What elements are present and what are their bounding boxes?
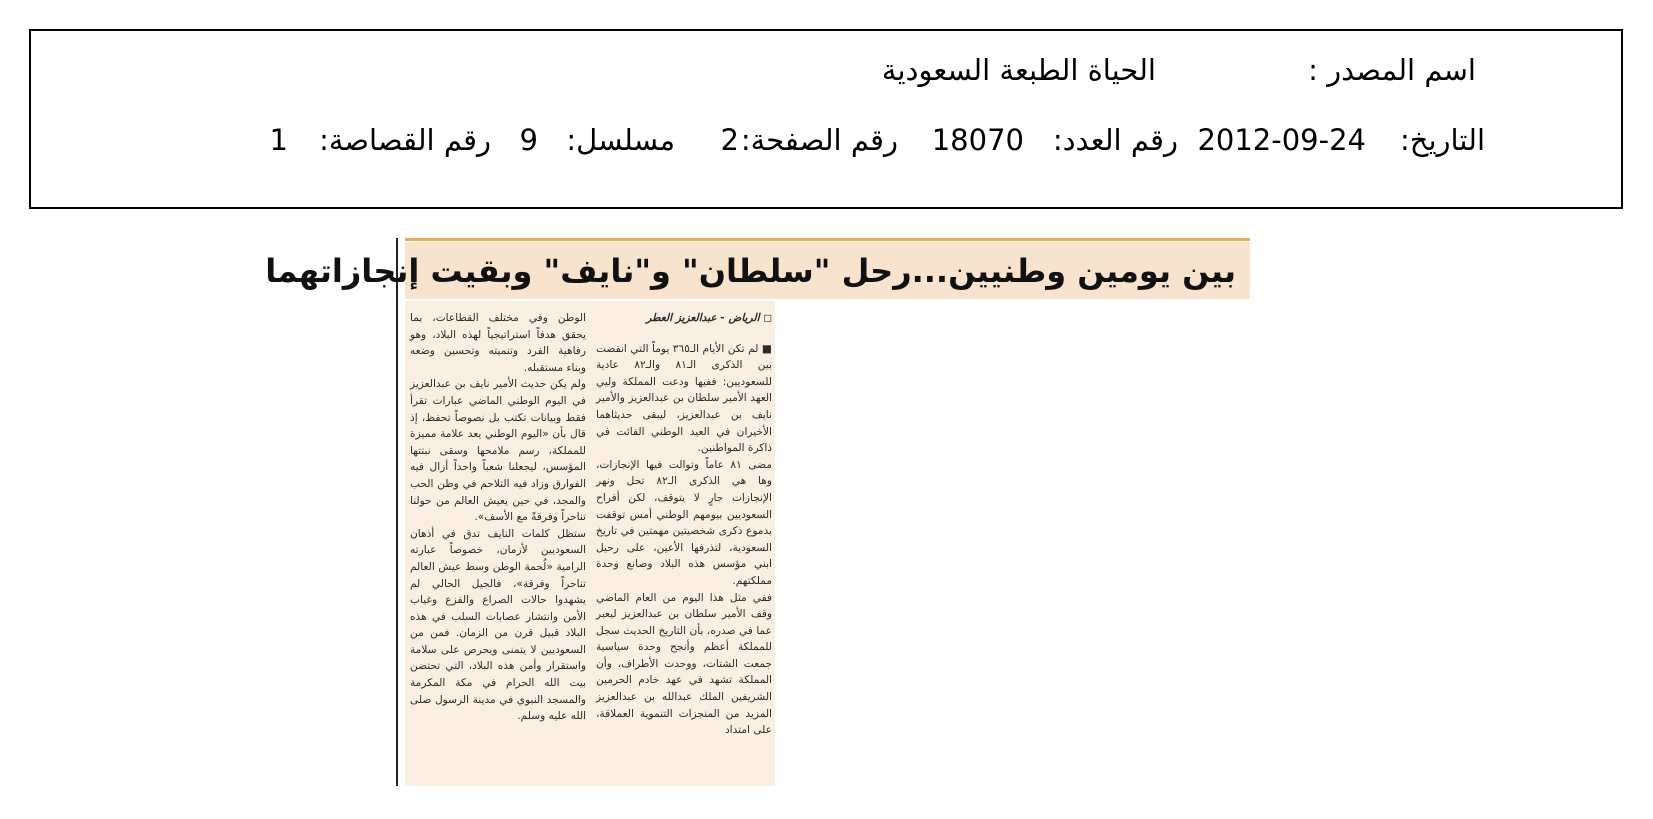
paragraph: ففي مثل هذا اليوم من العام الماضي وقف الأمير سلطان بن عبدالعزيز ليعبر عما في صدره، بأن التاريخ الحديث سجل للمملكة أعظم وأنجح وحدة سياسية جمعت الشتات، ووحدت الأطراف، وأن المملكة تشهد في عهد خادم الحرمين الشريفين الملك عبدالله بن عبدالعزيز المزيد من المنجزات التنموية العملاقة، على امتداد bbox=[596, 591, 772, 737]
clipping-top-accent-line bbox=[405, 238, 1250, 241]
issue-label: رقم العدد: bbox=[1052, 123, 1178, 157]
clipping-left-rule bbox=[396, 238, 398, 786]
clip-number-label: رقم القصاصة: bbox=[319, 123, 491, 157]
page-label: رقم الصفحة: bbox=[740, 123, 898, 157]
date-label: التاريخ: bbox=[1399, 123, 1485, 157]
article-column-left bbox=[410, 310, 586, 725]
issue-value: 18070 bbox=[931, 123, 1024, 157]
paragraph: ولم يكن حديث الأمير نايف بن عبدالعزيز في اليوم الوطني الماضي عبارات تقرأ فقط وبيانات تكتب بل نصوصاً تحفظ، إذ قال بأن «اليوم الوطني يعد علامة مميزة للمملكة، رسم ملامحها وسقى نبتتها المؤسس، ليجعلنا شعباً واحداً أزال فيه الفوارق وزاد فيه التلاحم في وطن الحب والمجد، في حين يعيش العالم من حولنا تناحراً وفرقةً مع الأسف». bbox=[410, 378, 586, 524]
paragraph: مضى ٨١ عاماً وتوالت فيها الإنجازات، وها هي الذكرى الـ٨٢ تحل ونهر الإنجازات جارٍ لا يتوقف، لكن أفراح السعوديين بيومهم الوطني أمس توقفت بدموع ذكرى شخصيتين مهمتين في تاريخ السعودية، لتذرفها الأعين، على رحيل ابني مؤسس هذه البلاد وصانع وحدة مملكتهم. bbox=[596, 458, 772, 587]
date-value: 2012-09-24 bbox=[1197, 123, 1366, 157]
article-column-right bbox=[596, 310, 772, 739]
page-value: 2 bbox=[720, 123, 739, 157]
paragraph: ستظل كلمات النايف تدق في أذهان السعوديين لأزمان، خصوصاً عبارته الرامية «لُحمة الوطن وسط عيش العالم تناحراً وفرقة»، فالجيل الحالي لم يشهدوا حالات الصراع والفزع وغياب الأمن وانتشار عصابات السلب في هذه البلاد قبيل قرن من الزمان. فمن من السعوديين لا يتمنى ويحرص على سلامة واستقرار وأمن هذه البلاد، التي تحتضن بيت الله الحرام في مكة المكرمة والمسجد النبوي في مدينة الرسول صلى الله عليه وسلم. bbox=[410, 527, 586, 723]
metadata-header-box bbox=[29, 29, 1623, 209]
serial-label: مسلسل: bbox=[566, 123, 675, 157]
clip-number-value: 1 bbox=[269, 123, 288, 157]
paragraph: الوطن وفي مختلف القطاعات، بما يحقق هدفاً استراتيجياً لهذه البلاد، وهو رفاهية الفرد وتنميته وتحسين وضعه وبناء مستقبله. bbox=[410, 312, 586, 374]
source-label: اسم المصدر : bbox=[1308, 53, 1476, 87]
article-byline: ◻ الرياض - عبدالعزيز العطر bbox=[646, 312, 772, 324]
paragraph: ■ لم تكن الأيام الـ٣٦٥ يوماً التي انقضت بين الذكرى الـ٨١ والـ٨٢ عادية للسعوديين: ففيها ودعت المملكة وليي العهد الأمير سلطان بن عبدالعزيز والأمير نايف بن عبدالعزيز، ليبقى حديثاهما الأخيران في العيد الوطني الفائت في ذاكرة المواطنين. bbox=[596, 342, 772, 455]
article-headline: بين يومين وطنيين...رحل "سلطان" و"نايف" وبقيت إنجازاتهما bbox=[265, 252, 1236, 290]
serial-value: 9 bbox=[519, 123, 538, 157]
headline-band bbox=[265, 242, 1250, 299]
newspaper-clipping bbox=[265, 238, 1250, 786]
source-value: الحياة الطبعة السعودية bbox=[881, 53, 1156, 87]
